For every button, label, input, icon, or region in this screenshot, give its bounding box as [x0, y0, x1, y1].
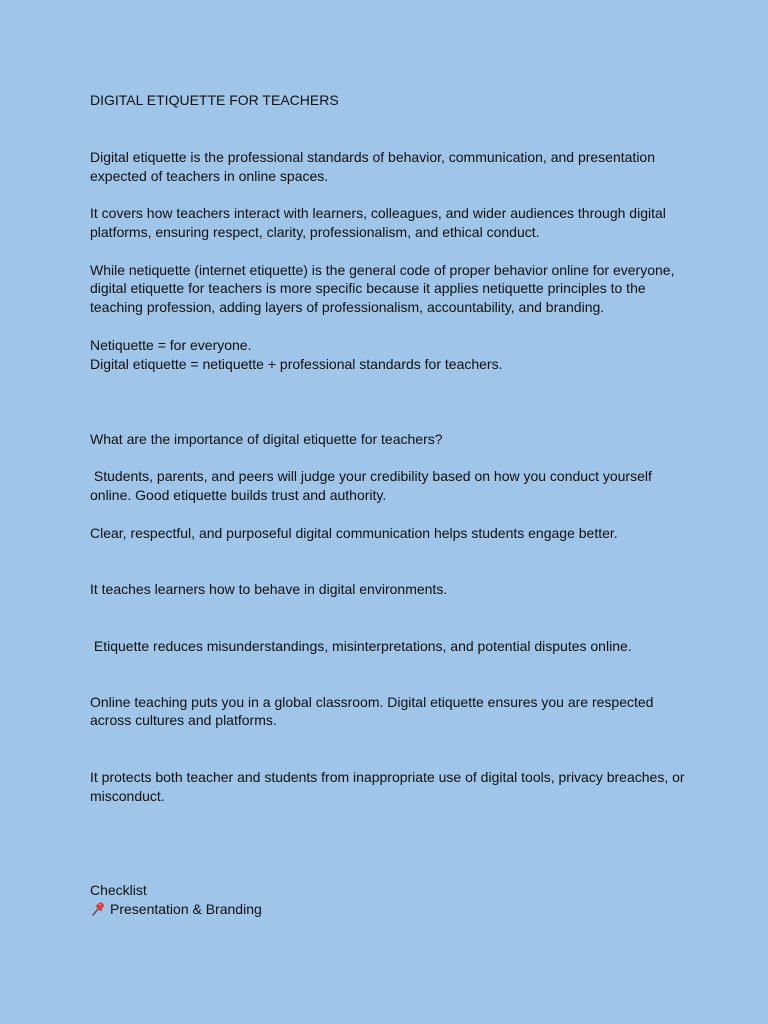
- netiquette-definition: Netiquette = for everyone.: [90, 337, 252, 353]
- intro-paragraph-3-line-3: teaching profession, adding layers of professionalism, accountability, and branding.: [90, 299, 605, 315]
- importance-point-1-line-1: Students, parents, and peers will judge your credibility based on how you conduct yourself: [90, 468, 652, 484]
- intro-paragraph-3-line-1: While netiquette (internet etiquette) is the general code of proper behavior online for everyone,: [90, 262, 675, 278]
- checklist-heading: Checklist: [90, 882, 147, 898]
- intro-paragraph-2-line-2: platforms, ensuring respect, clarity, professionalism, and ethical conduct.: [90, 224, 540, 240]
- importance-point-5-line-1: Online teaching puts you in a global classroom. Digital etiquette ensures you are respected: [90, 694, 654, 710]
- digital-etiquette-definition: Digital etiquette = netiquette + professional standards for teachers.: [90, 356, 503, 372]
- importance-point-3: It teaches learners how to behave in digital environments.: [90, 581, 448, 597]
- importance-point-6-line-2: misconduct.: [90, 788, 165, 804]
- importance-heading: What are the importance of digital etiquette for teachers?: [90, 431, 443, 447]
- intro-paragraph-3-line-2: digital etiquette for teachers is more specific because it applies netiquette principles to the: [90, 280, 646, 296]
- importance-point-1-line-2: online. Good etiquette builds trust and authority.: [90, 487, 387, 503]
- intro-paragraph-1-line-1: Digital etiquette is the professional standards of behavior, communication, and presentation: [90, 149, 656, 165]
- importance-point-5-line-2: across cultures and platforms.: [90, 712, 277, 728]
- importance-point-6-line-1: It protects both teacher and students from inappropriate use of digital tools, privacy breaches, or: [90, 769, 685, 785]
- intro-paragraph-1-line-2: expected of teachers in online spaces.: [90, 168, 329, 184]
- pushpin-icon: [90, 901, 106, 917]
- checklist-item: [90, 900, 262, 919]
- checklist-item-label: Presentation & Branding: [110, 901, 262, 917]
- document-title: DIGITAL ETIQUETTE FOR TEACHERS: [90, 92, 339, 108]
- intro-paragraph-2-line-1: It covers how teachers interact with learners, colleagues, and wider audiences through digital: [90, 205, 666, 221]
- importance-point-2: Clear, respectful, and purposeful digital communication helps students engage better.: [90, 525, 618, 541]
- importance-point-4: Etiquette reduces misunderstandings, misinterpretations, and potential disputes online.: [90, 638, 632, 654]
